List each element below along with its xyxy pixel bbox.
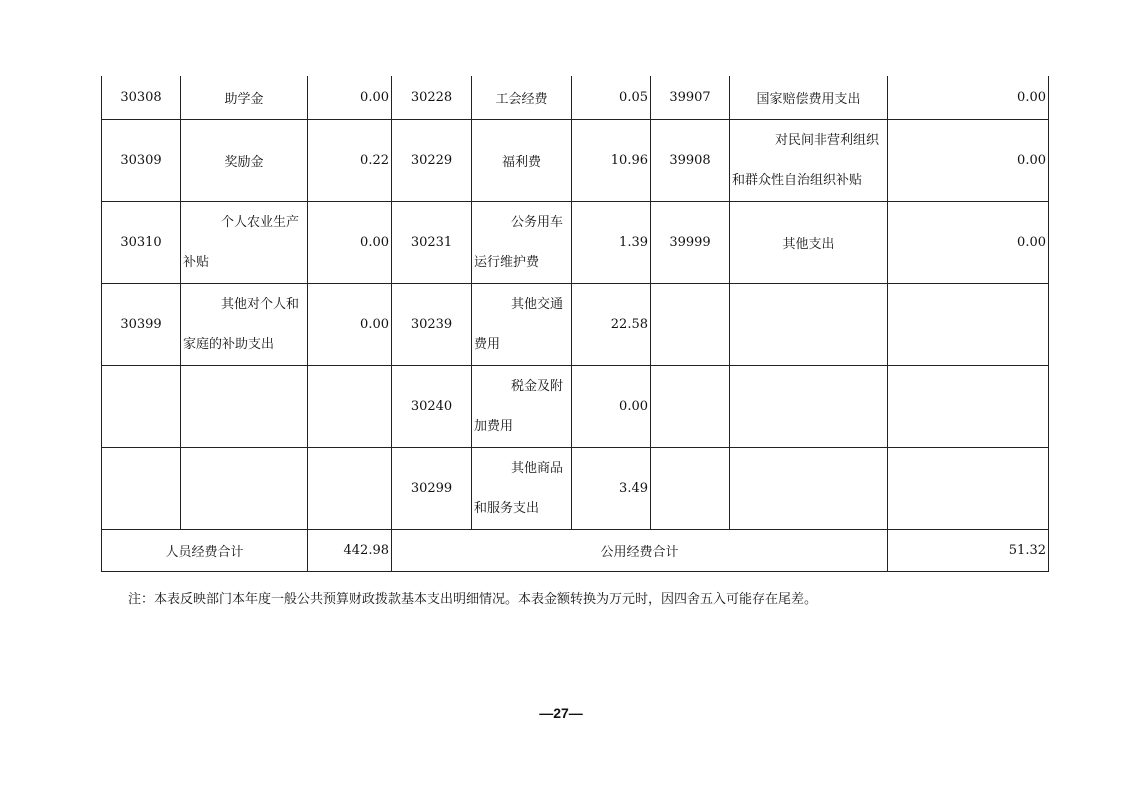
empty-cell: [181, 448, 308, 530]
empty-cell: [651, 366, 730, 448]
cell-code: 30240: [392, 366, 472, 448]
cell-amount: 0.05: [572, 76, 651, 120]
cell-name: 工会经费: [472, 76, 572, 120]
table-row: [102, 284, 1049, 366]
cell-amount: 0.00: [308, 76, 392, 120]
cell-amount: 0.00: [888, 120, 1049, 202]
cell-name-line1: 个人农业生产: [220, 214, 299, 230]
empty-cell: [888, 366, 1049, 448]
empty-cell: [651, 448, 730, 530]
cell-name-line2: 补贴: [183, 254, 210, 270]
cell-code: 30399: [102, 284, 181, 366]
cell-name: [181, 284, 308, 366]
cell-name-line2: 加费用: [474, 418, 514, 434]
cell-code: 39908: [651, 120, 730, 202]
cell-code: 30309: [102, 120, 181, 202]
empty-cell: [888, 448, 1049, 530]
cell-name: 助学金: [181, 76, 308, 120]
cell-amount: 0.00: [308, 202, 392, 284]
cell-amount: 0.00: [308, 284, 392, 366]
totals-row: [102, 530, 1049, 572]
cell-name-line2: 家庭的补助支出: [183, 336, 275, 352]
cell-code: 30299: [392, 448, 472, 530]
cell-code: 30308: [102, 76, 181, 120]
cell-name: 国家赔偿费用支出: [730, 76, 888, 120]
cell-amount: 3.49: [572, 448, 651, 530]
personnel-total-label: 人员经费合计: [102, 530, 308, 572]
cell-amount: 0.22: [308, 120, 392, 202]
cell-name: [730, 120, 888, 202]
cell-name: [181, 202, 308, 284]
cell-code: 30228: [392, 76, 472, 120]
empty-cell: [730, 366, 888, 448]
table-row: [102, 366, 1049, 448]
public-total-label: 公用经费合计: [392, 530, 888, 572]
table-row: [102, 120, 1049, 202]
cell-code: 39907: [651, 76, 730, 120]
cell-name-line2: 费用: [474, 336, 501, 352]
cell-code: 39999: [651, 202, 730, 284]
expenditure-detail-table: [101, 76, 1049, 572]
empty-cell: [888, 284, 1049, 366]
empty-cell: [102, 448, 181, 530]
cell-name-line1: 其他对个人和: [220, 296, 299, 312]
cell-name: [472, 448, 572, 530]
cell-name-line2: 和群众性自治组织补贴: [732, 172, 863, 188]
cell-code: 30231: [392, 202, 472, 284]
cell-amount: 0.00: [888, 76, 1049, 120]
empty-cell: [730, 284, 888, 366]
empty-cell: [181, 366, 308, 448]
cell-amount: 10.96: [572, 120, 651, 202]
cell-name-line1: 其他交通: [510, 296, 563, 312]
cell-amount: 0.00: [572, 366, 651, 448]
cell-code: 30310: [102, 202, 181, 284]
cell-name: 奖励金: [181, 120, 308, 202]
personnel-total-value: 442.98: [308, 530, 392, 572]
cell-amount: 1.39: [572, 202, 651, 284]
empty-cell: [308, 366, 392, 448]
cell-name-line1: 公务用车: [510, 214, 563, 230]
empty-cell: [308, 448, 392, 530]
cell-amount: 0.00: [888, 202, 1049, 284]
cell-name-line2: 和服务支出: [474, 500, 540, 516]
cell-code: 30229: [392, 120, 472, 202]
cell-name-line2: 运行维护费: [474, 254, 540, 270]
cell-name: [472, 366, 572, 448]
empty-cell: [730, 448, 888, 530]
cell-name: 福利费: [472, 120, 572, 202]
cell-name-line1: 税金及附: [510, 378, 563, 394]
cell-name: [472, 284, 572, 366]
cell-name-line1: 其他商品: [510, 460, 563, 476]
empty-cell: [651, 284, 730, 366]
cell-code: 30239: [392, 284, 472, 366]
public-total-value: 51.32: [888, 530, 1049, 572]
cell-name: [472, 202, 572, 284]
table-row: [102, 448, 1049, 530]
table-row: [102, 202, 1049, 284]
page-number: —27—: [539, 705, 583, 721]
table-row: [102, 76, 1049, 120]
cell-name-line1: 对民间非营利组织: [774, 132, 879, 148]
empty-cell: [102, 366, 181, 448]
cell-name: 其他支出: [730, 202, 888, 284]
cell-amount: 22.58: [572, 284, 651, 366]
table-note: 注：本表反映部门本年度一般公共预算财政拨款基本支出明细情况。本表金额转换为万元时，因四舍五入可能存在尾差。: [128, 592, 818, 607]
